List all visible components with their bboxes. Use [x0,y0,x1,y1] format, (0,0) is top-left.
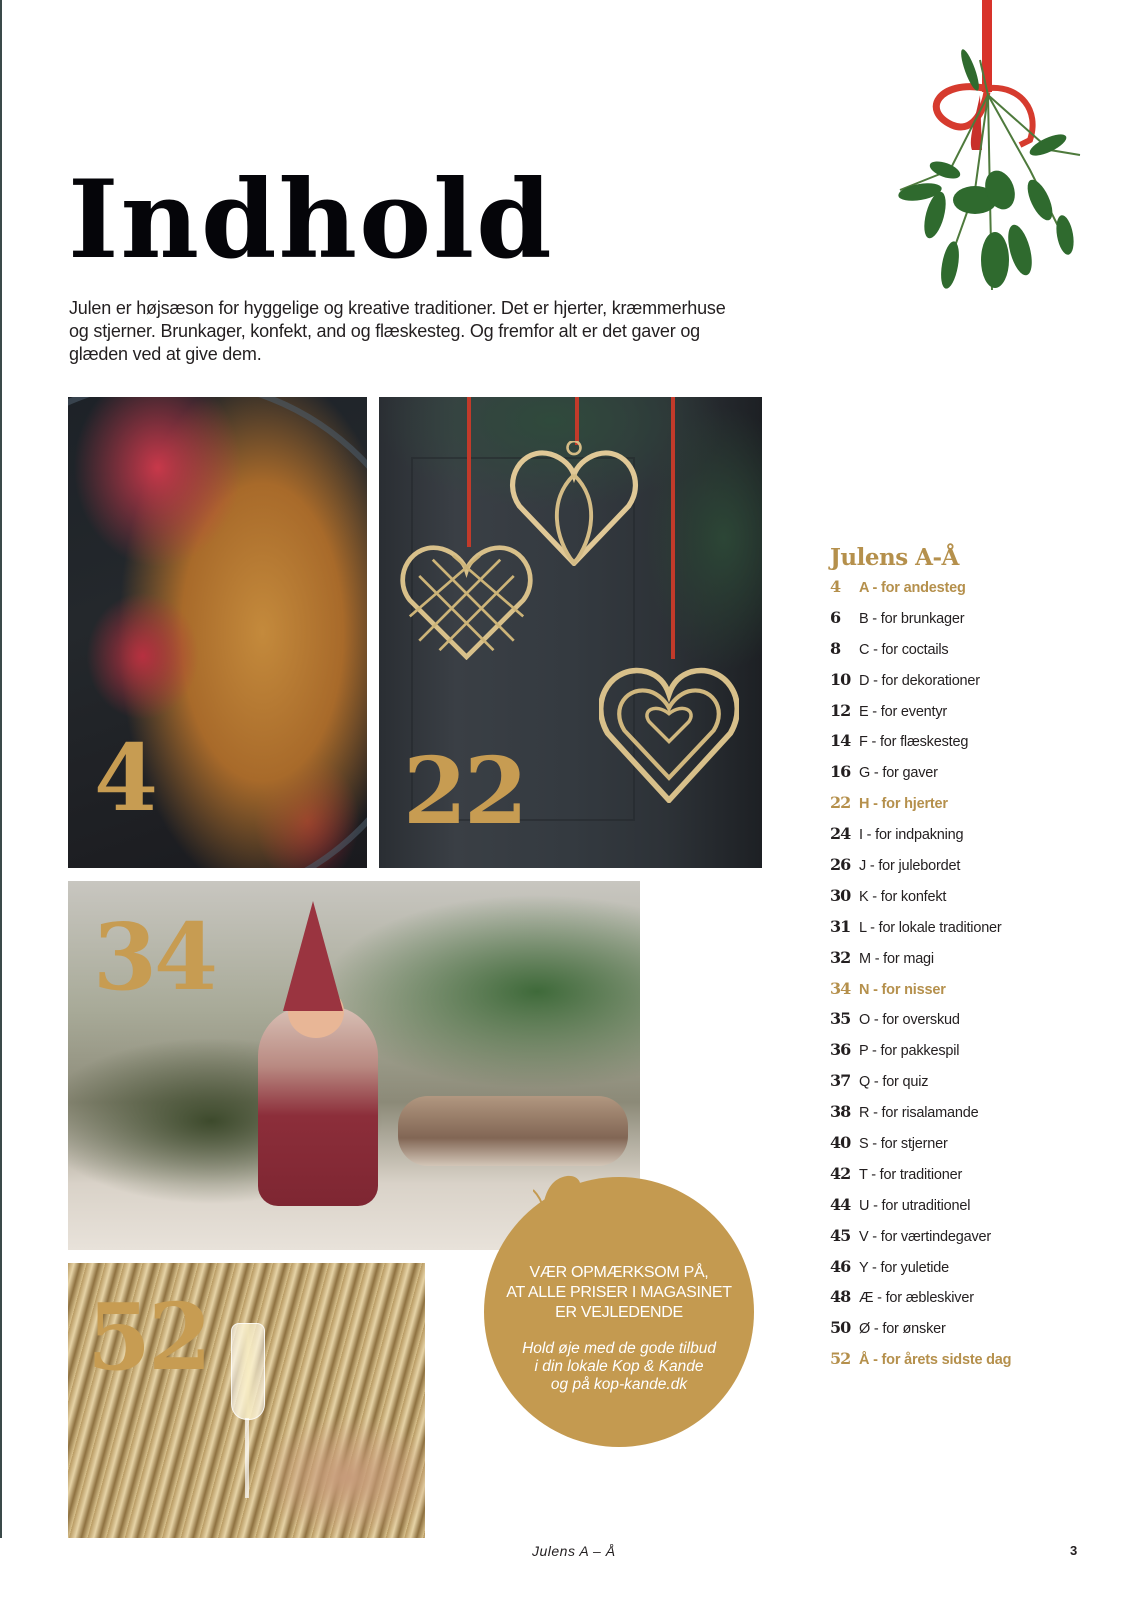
toc-item[interactable] [830,762,1110,793]
glass-stem [245,1418,249,1498]
page-title: Indhold [68,157,554,283]
toc-item-label: B - for brunkager [859,610,965,627]
toc-page-number: 52 [830,1349,851,1369]
toc-item[interactable] [830,1102,1110,1133]
toc-page-number: 30 [830,885,851,905]
champagne-glass [231,1323,265,1420]
footer-page-number: 3 [1070,1543,1078,1558]
toc-item-label: Ø - for ønsker [859,1321,946,1338]
toc-item[interactable] [830,1164,1110,1195]
toc-page-number: 4 [830,577,841,596]
toc-item-label: Q - for quiz [859,1074,929,1091]
toc-page-number: 12 [830,700,851,720]
toc-item-label: R - for risalamande [859,1105,979,1122]
toc-item[interactable] [830,1226,1110,1257]
toc-item[interactable] [830,1040,1110,1071]
red-string [467,397,471,547]
toc-page-number: 50 [830,1318,851,1338]
photo-page-number: 52 [87,1283,210,1391]
toc-item[interactable] [830,1195,1110,1226]
toc-item[interactable] [830,793,1110,824]
toc-item-label: T - for traditioner [859,1166,963,1183]
toc-item-label: E - for eventyr [859,703,948,720]
toc-item-label: O - for overskud [859,1012,960,1029]
toc-item[interactable] [830,1287,1110,1318]
toc-item-label: P - for pakkespil [859,1043,960,1060]
toc-page-number: 34 [830,978,851,998]
toc-page-number: 37 [830,1071,851,1091]
toc-item-label: V - for værtindegaver [859,1228,991,1245]
champagne-photo[interactable] [68,1263,425,1538]
notice-sub-line: i din lokale Kop & Kande [534,1358,704,1375]
heart-ornaments-photo[interactable] [379,397,762,868]
toc-item-label: S - for stjerner [859,1136,948,1153]
wood-log [398,1096,628,1166]
toc-item[interactable] [830,886,1110,917]
toc-page-number: 14 [830,731,851,751]
red-string [575,397,579,445]
red-string [671,397,675,659]
photo-page-number: 34 [93,903,216,1011]
toc-item[interactable] [830,855,1110,886]
toc-item[interactable] [830,701,1110,732]
toc-item[interactable] [830,1071,1110,1102]
toc-item-label: H - for hjerter [859,796,948,813]
notice-headline-line: VÆR OPMÆRKSOM PÅ, [529,1264,709,1281]
notice-sub-line: og på kop-kande.dk [550,1376,688,1393]
toc-item-label: D - for dekorationer [859,672,980,689]
toc-item[interactable] [830,1133,1110,1164]
toc-page-number: 32 [830,947,851,967]
duck-roast-photo[interactable] [68,397,367,868]
gnome-hat [283,901,343,1011]
toc-item-label: M - for magi [859,950,934,967]
toc-item[interactable] [830,731,1110,762]
toc-page-number: 22 [830,793,851,813]
toc-page-number: 26 [830,855,851,875]
toc-item[interactable] [830,1009,1110,1040]
toc-item[interactable] [830,670,1110,701]
toc-item[interactable] [830,979,1110,1010]
toc-page-number: 6 [830,607,841,627]
mistletoe-decoration-icon [880,0,1100,310]
toc-item[interactable] [830,948,1110,979]
footer-section-title: Julens A – Å [532,1543,616,1559]
notice-headline-line: ER VEJLEDENDE [555,1304,683,1321]
toc-page-number: 8 [830,638,841,658]
toc-item-label: L - for lokale traditioner [859,919,1002,936]
toc-item-label: U - for utraditionel [859,1197,971,1214]
toc-item[interactable] [830,1349,1110,1380]
toc-item[interactable] [830,608,1110,639]
toc-page-number: 31 [830,916,851,936]
toc-item-label: Å - for årets sidste dag [859,1352,1012,1369]
toc-page-number: 10 [830,669,851,689]
notice-sub-line: Hold øje med de gode tilbud [522,1340,716,1357]
toc-page-number: 46 [830,1256,851,1276]
notice-headline [484,1263,754,1323]
toc-page-number: 16 [830,762,851,782]
gold-leaf-icon [533,1170,587,1210]
notice-headline-line: AT ALLE PRISER I MAGASINET [506,1284,732,1301]
toc-item-label: F - for flæskesteg [859,734,969,751]
notice-subtext [484,1340,754,1394]
toc-page-number: 38 [830,1102,851,1122]
toc-page-number: 45 [830,1225,851,1245]
toc-item[interactable] [830,917,1110,948]
toc-list [830,543,1110,1380]
toc-page-number: 35 [830,1009,851,1029]
toc-item-label: G - for gaver [859,765,938,782]
intro-paragraph: Julen er højsæson for hyggelige og kreative traditioner. Det er hjerter, kræmmerhuse og stjerner. Brunkager, konfekt, and og flæskesteg. Og fremfor alt er det gaver og glæden ved at give dem. [69,298,726,364]
toc-page-number: 44 [830,1194,851,1214]
page-edge-rule [0,0,2,1538]
toc-item-label: N - for nisser [859,981,946,998]
toc-item-label: I - for indpakning [859,827,964,844]
wire-heart-ornament-icon [509,441,639,566]
toc-heading: Julens A-Å [830,544,959,571]
toc-item[interactable] [830,1257,1110,1288]
toc-page-number: 36 [830,1040,851,1060]
photo-page-number: 22 [403,737,526,845]
toc-item-label: Æ - for æbleskiver [859,1290,974,1307]
toc-item-label: Y - for yuletide [859,1259,950,1276]
toc-page-number: 48 [830,1287,851,1307]
photo-page-number: 4 [94,724,156,832]
toc-item[interactable] [830,577,1110,608]
toc-page-number: 40 [830,1133,851,1153]
toc-item-label: C - for coctails [859,641,949,658]
toc-page-number: 24 [830,824,851,844]
toc-item-label: J - for julebordet [859,858,961,875]
toc-item-label: K - for konfekt [859,888,947,905]
toc-item[interactable] [830,639,1110,670]
branch-heart-ornament-icon [599,655,739,803]
toc-item[interactable] [830,824,1110,855]
toc-page-number: 42 [830,1163,851,1183]
price-notice-badge [484,1177,754,1447]
toc-item-label: A - for andesteg [859,580,966,596]
toc-item[interactable] [830,1318,1110,1349]
